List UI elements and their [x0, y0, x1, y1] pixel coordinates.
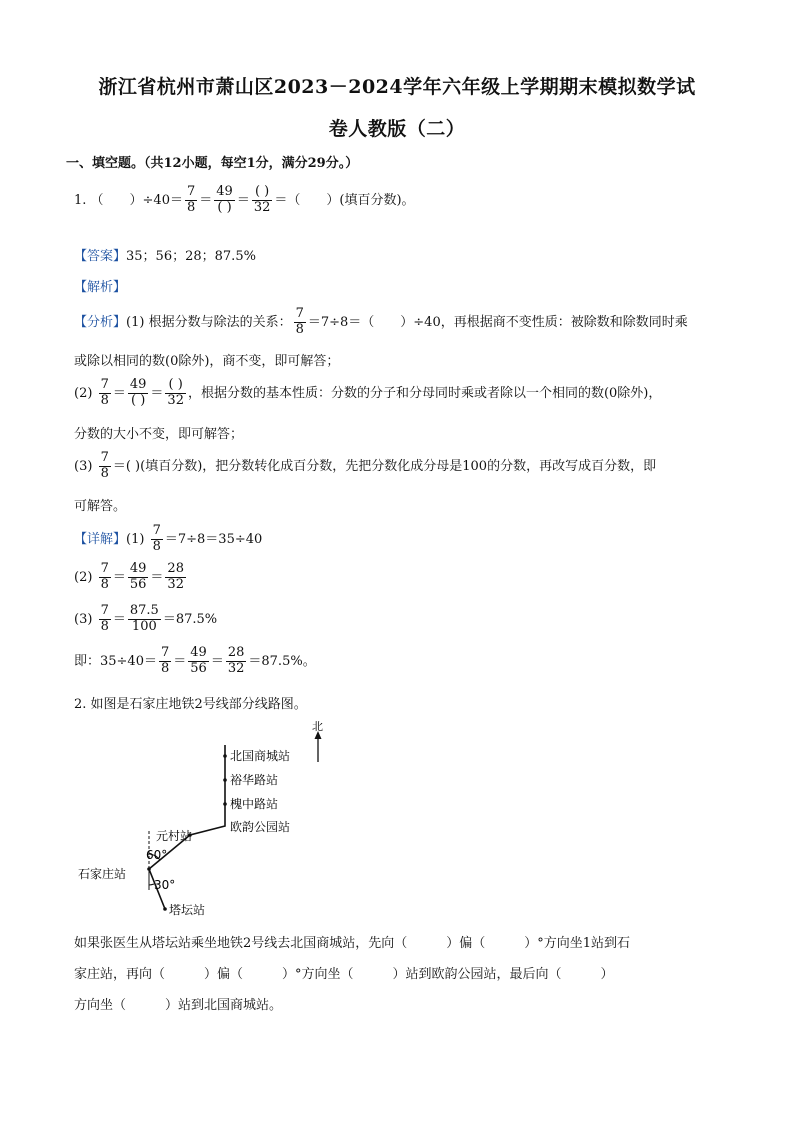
fenxi-line-2: (2) $\frac{7}{8}$ ＝ $\frac{49}{( )}$ ＝ $\frac{( )}{32}$ ，根据分数的基本性质：分数的分子和分母同时乘或者除以一个相同的数(0除外)， [74, 377, 662, 408]
q1-question: 1. （ ）÷40＝ $\frac{7}{8}$ ＝ $\frac{49}{( )}$ ＝ $\frac{( )}{32}$ ＝（ ）(填百分数)。 [74, 184, 415, 215]
station-beiguo: 北国商城站 [230, 749, 291, 763]
q2-text-2: 家庄站，再向（ ）偏（ ）°方向坐（ ）站到欧韵公园站，最后向（ ） [74, 967, 614, 982]
q1-frac-3: $\frac{( )}{32}$ [253, 184, 271, 215]
angle-30: 30° [154, 878, 176, 892]
q1-frac-1: $\frac{7}{8}$ [186, 184, 196, 215]
answer-text: 35；56；28；87.5% [126, 249, 256, 264]
station-yuhua: 裕华路站 [230, 773, 279, 787]
fenxi-line-1b: 或除以相同的数(0除外)，商不变，即可解答； [74, 354, 340, 369]
section-heading: 一、填空题。（共12小题，每空1分，满分29分。） [66, 156, 359, 171]
detail-line-3: (3) $\frac{7}{8}$ ＝ $\frac{87.5}{100}$ ＝87.5% [74, 603, 218, 634]
station-tatan: 塔坛站 [169, 903, 206, 917]
title-line-2: 卷人教版（二） [328, 118, 466, 140]
station-shijiazhuang: 石家庄站 [78, 867, 127, 881]
q2-text-3: 方向坐（ ）站到北国商城站。 [74, 998, 283, 1013]
fenxi-line-1: 【分析】(1) 根据分数与除法的关系： $\frac{7}{8}$ ＝7÷8＝（ ）÷40，再根据商不变性质：被除数和除数同时乘 [74, 306, 688, 337]
north-label: 北 [312, 720, 323, 733]
fenxi-line-3: (3) $\frac{7}{8}$ ＝( )(填百分数)，把分数转化成百分数，先把分数化成分母是100的分数，再改写成百分数，即 [74, 450, 657, 481]
detail-line-1: 【详解】(1) $\frac{7}{8}$ ＝7÷8＝35÷40 [74, 523, 263, 554]
q2-text-1: 如果张医生从塔坛站乘坐地铁2号线去北国商城站，先向（ ）偏（ ）°方向坐1站到石 [74, 936, 631, 951]
q2-question: 2. 如图是石家庄地铁2号线部分线路图。 [74, 697, 307, 712]
subway-route-map [70, 718, 330, 923]
summary-line: 即：35÷40＝ $\frac{7}{8}$ ＝ $\frac{49}{56}$ ＝ $\frac{28}{32}$ ＝87.5%。 [74, 645, 316, 676]
fenxi-line-2b: 分数的大小不变，即可解答； [74, 427, 244, 442]
title-line-1: 浙江省杭州市萧山区2023－2024学年六年级上学期期末模拟数学试 [98, 76, 696, 98]
fenxi-line-3b: 可解答。 [74, 499, 127, 514]
q1-answer [74, 245, 256, 264]
station-huaizhong: 槐中路站 [230, 797, 279, 811]
station-yuancun: 元村站 [156, 829, 193, 843]
station-ouyun: 欧韵公园站 [230, 820, 291, 834]
q1-prefix: 1. （ ）÷40＝ [74, 192, 183, 208]
detail-line-2: (2) $\frac{7}{8}$ ＝ $\frac{49}{56}$ ＝ $\frac{28}{32}$ [74, 561, 184, 592]
q1-suffix: ＝（ ）(填百分数)。 [274, 192, 415, 208]
analysis-tag: 【解析】 [74, 280, 127, 295]
q1-frac-2: $\frac{49}{( )}$ [216, 184, 233, 215]
angle-60: 60° [146, 848, 168, 862]
answer-tag: 【答案】 [74, 249, 127, 264]
